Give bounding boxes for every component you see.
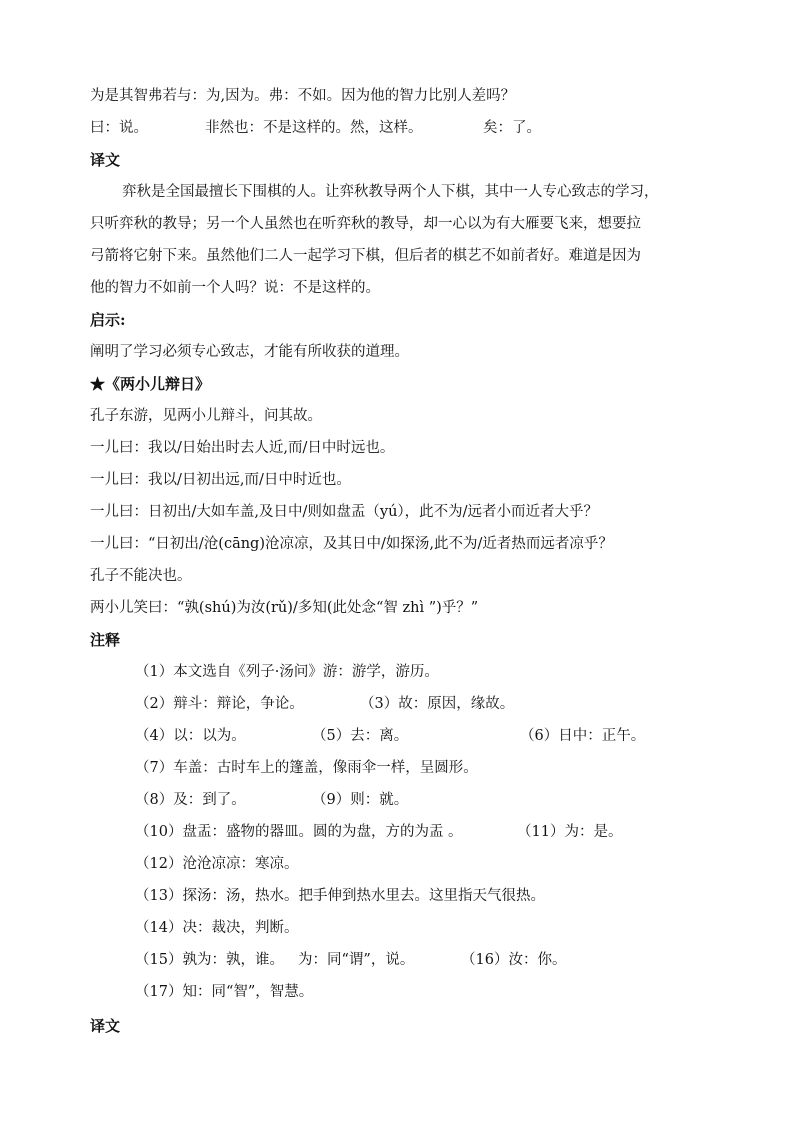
note-2: （2）辩斗：辩论，争论。 [135,696,304,712]
note-9: （9）则：就。 [312,792,409,808]
poem-title: ★《两小儿辩日》 [90,375,211,393]
note-13: （13）探汤：汤，热水。把手伸到热水里去。这里指天气很热。 [135,888,545,904]
section-heading-translation-2: 译文 [90,1017,121,1035]
line-wei-shi-qi-zhi: 为是其智弗若与：为,因为。弗：不如。因为他的智力比别人差吗？ [90,88,516,104]
inspiration-heading: 启示: [90,311,126,329]
def-yue: 曰：说。 [90,120,148,136]
note-1: （1）本文选自《列子·汤问》游：游学，游历。 [135,664,439,680]
note-16: （16）汝：你。 [461,952,567,968]
note-15a: （15）孰为：孰，谁。 [135,952,284,968]
notes-heading: 注释 [90,631,121,649]
poem-line: 两小儿笑曰：“孰(shú)为汝(rǔ)/多知(此处念“智 zhì ”)乎？” [90,600,479,616]
poem-line: 一儿曰：我以/日初出远,而/日中时近也。 [90,472,351,488]
note-7: （7）车盖：古时车上的篷盖，像雨伞一样，呈圆形。 [135,760,478,776]
inspiration-text: 阐明了学习必须专心致志，才能有所收获的道理。 [90,344,409,360]
section-heading-translation: 译文 [90,151,121,169]
note-15b: 为：同“谓”，说。 [298,952,415,968]
note-12: （12）沧沧凉凉：寒凉。 [135,856,299,872]
note-17: （17）知：同“智”，智慧。 [135,984,314,1000]
poem-line: 孔子不能决也。 [90,568,192,584]
note-6: （6）日中：正午。 [520,728,646,744]
note-14: （14）决：裁决，判断。 [135,920,299,936]
poem-line: 一儿曰：我以/日始出时去人近,而/日中时远也。 [90,440,395,456]
translation-line: 弓箭将它射下来。虽然他们二人一起学习下棋，但后者的棋艺不如前者好。难道是因为 [90,248,641,264]
note-4: （4）以：以为。 [135,728,246,744]
poem-line: 一儿曰：日初出/大如车盖,及日中/则如盘盂（yú），此不为/远者小而近者大乎？ [90,504,599,520]
translation-line: 他的智力不如前一个人吗？说：不是这样的。 [90,280,380,296]
translation-line: 弈秋是全国最擅长下围棋的人。让弈秋教导两个人下棋，其中一人专心致志的学习， [122,184,659,200]
note-5: （5）去：离。 [312,728,409,744]
poem-line: 一儿曰：“日初出/沧(cāng)沧凉凉，及其日中/如探汤,此不为/近者热而远者凉乎？ [90,536,613,552]
poem-line: 孔子东游，见两小儿辩斗，问其故。 [90,408,322,424]
note-8: （8）及：到了。 [135,792,246,808]
def-yi: 矣：了。 [483,120,541,136]
def-fei-ran-ye: 非然也：不是这样的。然，这样。 [205,120,423,136]
note-3: （3）故：原因，缘故。 [360,696,515,712]
note-10: （10）盘盂：盛物的器皿。圆的为盘，方的为盂 。 [135,824,463,840]
translation-line: 只听弈秋的教导；另一个人虽然也在听弈秋的教导，却一心以为有大雁要飞来，想要拉 [90,216,641,232]
note-11: （11）为：是。 [517,824,623,840]
